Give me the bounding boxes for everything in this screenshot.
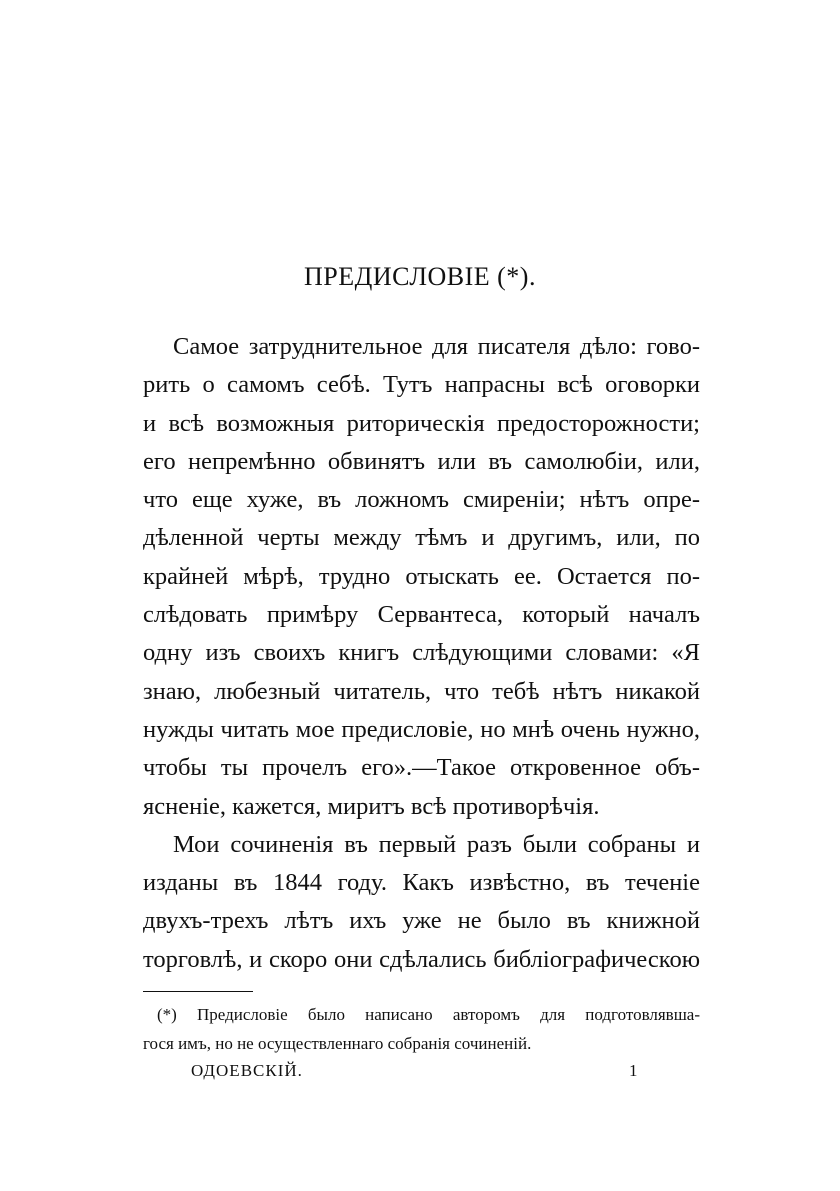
text-line: нужды читать мое предисловіе, но мнѣ очень нужно,	[143, 715, 700, 743]
text-line: торговлѣ, и скоро они сдѣлались библіографическою	[143, 945, 700, 973]
text-line: Самое затруднительное для писателя дѣло: гово-	[173, 333, 700, 360]
text-line: знаю, любезный читатель, что тебѣ нѣтъ никакой	[143, 677, 700, 705]
text-line: одну изъ своихъ книгъ слѣдующими словами: «Я	[143, 639, 700, 667]
text-line: ясненіе, кажется, миритъ всѣ противорѣчія.	[143, 792, 600, 820]
paragraph-1	[143, 328, 700, 826]
text-line: изданы въ 1844 году. Какъ извѣстно, въ теченіе	[143, 869, 700, 897]
text-line: крайней мѣрѣ, трудно отыскать ее. Остается по-	[143, 562, 700, 590]
text-line: чтобы ты прочелъ его».—Такое откровенное объ-	[143, 754, 700, 782]
footnote-divider	[143, 991, 253, 992]
chapter-title: ПРЕДИСЛОВІЕ (*).	[304, 262, 536, 291]
footnote-line: гося имъ, но не осуществленнаго собранія сочиненій.	[143, 1034, 532, 1053]
text-line: рить о самомъ себѣ. Тутъ напрасны всѣ оговорки	[143, 371, 700, 399]
text-line: его непремѣнно обвинятъ или въ самолюбіи, или,	[143, 447, 700, 475]
signature-mark: ОДОЕВСКІЙ.	[191, 1061, 303, 1080]
footnote	[143, 1000, 700, 1058]
text-line: и всѣ возможныя риторическія предосторожности;	[143, 409, 700, 437]
footnote-line: (*) Предисловіе было написано авторомъ для подготовлявша-	[157, 1005, 700, 1024]
text-line: Мои сочиненія въ первый разъ были собраны и	[173, 830, 700, 858]
text-line: слѣдовать примѣру Сервантеса, который началъ	[143, 601, 700, 629]
text-line: что еще хуже, въ ложномъ смиреніи; нѣтъ опре-	[143, 486, 700, 514]
text-line: дѣленной черты между тѣмъ и другимъ, или, по	[143, 524, 700, 552]
paragraph-2	[143, 826, 700, 979]
main-text	[143, 328, 700, 979]
page-number: 1	[629, 1061, 638, 1080]
text-line: двухъ-трехъ лѣтъ ихъ уже не было въ книжной	[143, 907, 700, 935]
